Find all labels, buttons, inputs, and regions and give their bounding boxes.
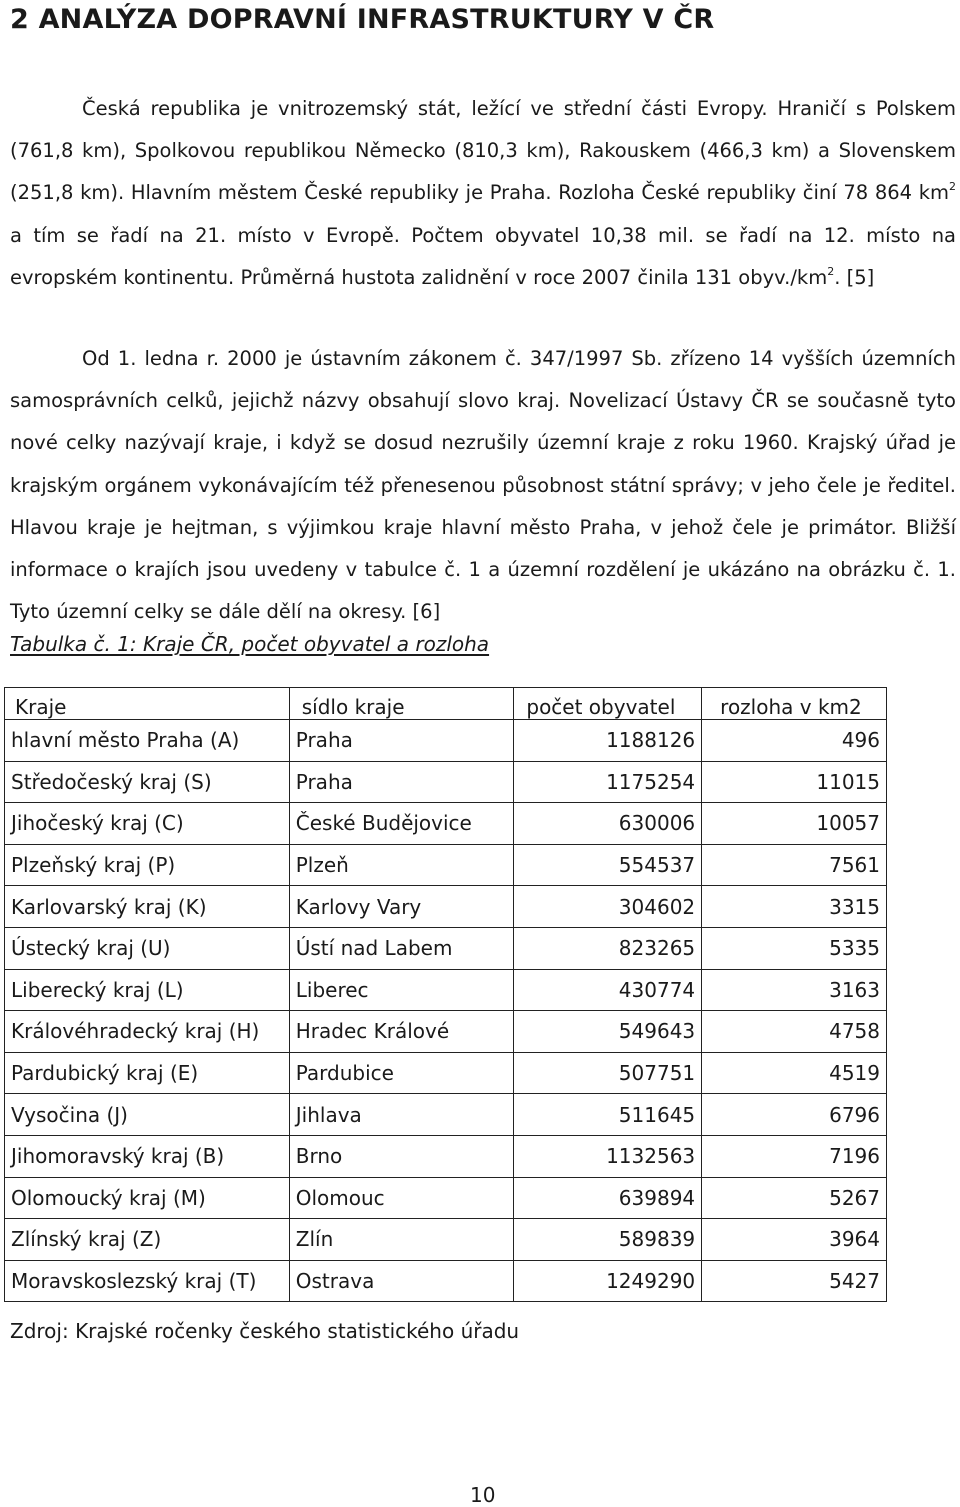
paragraph-regions-text: Od 1. ledna r. 2000 je ústavním zákonem č. 347/1997 Sb. zřízeno 14 vyšších územních samosprávních celků, jejichž názvy obsahují slovo kraj. Novelizací Ústavy ČR se současně tyto nové celky nazývají kraje, i když se dosud nezrušily územní kraje z roku 1960. Krajský úřad je krajským orgánem vykonávajícím též přenesenou působnost státní správy; v jeho čele je ředitel. Hlavou kraje je hejtman, s výjimkou kraje hlavní město Praha, v jehož čele je primátor. Bližší informace o krajích jsou uvedeny v tabulce č. 1 a územní rozdělení je ukázáno na obrázku č. 1. Tyto územní celky se dále dělí na okresy. [6] (10, 347, 956, 624)
cell-rozloha: 4758 (702, 1011, 887, 1053)
cell-obyvatel: 823265 (514, 927, 702, 969)
cell-obyvatel: 430774 (514, 969, 702, 1011)
cell-rozloha: 3163 (702, 969, 887, 1011)
cell-kraj: Jihočeský kraj (C) (5, 803, 290, 845)
cell-rozloha: 3315 (702, 886, 887, 928)
cell-kraj: Karlovarský kraj (K) (5, 886, 290, 928)
cell-obyvatel: 589839 (514, 1219, 702, 1261)
superscript-2: 2 (827, 264, 835, 278)
table-row (5, 886, 887, 928)
cell-rozloha: 5427 (702, 1260, 887, 1302)
table-row (5, 1094, 887, 1136)
cell-sidlo: Pardubice (289, 1052, 514, 1094)
cell-kraj: Plzeňský kraj (P) (5, 844, 290, 886)
table-caption: Tabulka č. 1: Kraje ČR, počet obyvatel a rozloha (10, 632, 490, 656)
paragraph-intro (10, 88, 956, 299)
paragraph-intro-part-c: . [5] (834, 265, 875, 289)
table-row (5, 1052, 887, 1094)
cell-obyvatel: 507751 (514, 1052, 702, 1094)
header-kraje: Kraje (5, 688, 290, 720)
cell-rozloha: 7196 (702, 1135, 887, 1177)
cell-obyvatel: 304602 (514, 886, 702, 928)
table-row (5, 969, 887, 1011)
cell-sidlo: Ústí nad Labem (289, 927, 514, 969)
cell-kraj: Liberecký kraj (L) (5, 969, 290, 1011)
cell-rozloha: 11015 (702, 761, 887, 803)
cell-obyvatel: 1175254 (514, 761, 702, 803)
cell-kraj: hlavní město Praha (A) (5, 720, 290, 762)
cell-sidlo: Praha (289, 720, 514, 762)
table-row (5, 844, 887, 886)
table-header-row (5, 688, 887, 720)
cell-kraj: Ústecký kraj (U) (5, 927, 290, 969)
cell-obyvatel: 511645 (514, 1094, 702, 1136)
regions-table (4, 687, 887, 1302)
cell-sidlo: Jihlava (289, 1094, 514, 1136)
cell-kraj: Olomoucký kraj (M) (5, 1177, 290, 1219)
cell-obyvatel: 1188126 (514, 720, 702, 762)
header-obyvatel: počet obyvatel (514, 688, 702, 720)
table-row (5, 1011, 887, 1053)
table-row (5, 720, 887, 762)
cell-rozloha: 5267 (702, 1177, 887, 1219)
cell-obyvatel: 1132563 (514, 1135, 702, 1177)
cell-rozloha: 6796 (702, 1094, 887, 1136)
cell-sidlo: Praha (289, 761, 514, 803)
paragraph-intro-part-b: a tím se řadí na 21. místo v Evropě. Počtem obyvatel 10,38 mil. se řadí na 12. místo na evropském kontinentu. Průměrná hustota zalidnění v roce 2007 činila 131 obyv./km (10, 223, 956, 289)
cell-sidlo: Liberec (289, 969, 514, 1011)
cell-sidlo: Brno (289, 1135, 514, 1177)
page-number: 10 (470, 1483, 496, 1507)
cell-obyvatel: 549643 (514, 1011, 702, 1053)
header-rozloha: rozloha v km2 (702, 688, 887, 720)
table-row (5, 1135, 887, 1177)
cell-rozloha: 496 (702, 720, 887, 762)
table-row (5, 761, 887, 803)
cell-sidlo: Karlovy Vary (289, 886, 514, 928)
cell-obyvatel: 630006 (514, 803, 702, 845)
cell-kraj: Jihomoravský kraj (B) (5, 1135, 290, 1177)
cell-rozloha: 10057 (702, 803, 887, 845)
table-row (5, 803, 887, 845)
cell-obyvatel: 1249290 (514, 1260, 702, 1302)
cell-sidlo: Ostrava (289, 1260, 514, 1302)
cell-kraj: Královéhradecký kraj (H) (5, 1011, 290, 1053)
cell-kraj: Vysočina (J) (5, 1094, 290, 1136)
cell-kraj: Moravskoslezský kraj (T) (5, 1260, 290, 1302)
paragraph-regions (10, 338, 956, 633)
cell-obyvatel: 554537 (514, 844, 702, 886)
cell-rozloha: 3964 (702, 1219, 887, 1261)
table-row (5, 927, 887, 969)
page-heading: 2 ANALÝZA DOPRAVNÍ INFRASTRUKTURY V ČR (10, 4, 715, 35)
cell-kraj: Středočeský kraj (S) (5, 761, 290, 803)
cell-kraj: Pardubický kraj (E) (5, 1052, 290, 1094)
table-row (5, 1219, 887, 1261)
cell-rozloha: 7561 (702, 844, 887, 886)
table-row (5, 1260, 887, 1302)
cell-sidlo: Zlín (289, 1219, 514, 1261)
cell-sidlo: Plzeň (289, 844, 514, 886)
cell-sidlo: Hradec Králové (289, 1011, 514, 1053)
cell-obyvatel: 639894 (514, 1177, 702, 1219)
table-body (5, 720, 887, 1302)
cell-sidlo: České Budějovice (289, 803, 514, 845)
paragraph-intro-part-a: Česká republika je vnitrozemský stát, ležící ve střední části Evropy. Hraničí s Polskem (761,8 km), Spolkovou republikou Německo (810,3 km), Rakouskem (466,3 km) a Slovenskem (251,8 km). Hlavním městem České republiky je Praha. Rozloha České republiky činí 78 864 km (10, 97, 956, 205)
cell-kraj: Zlínský kraj (Z) (5, 1219, 290, 1261)
cell-rozloha: 5335 (702, 927, 887, 969)
cell-sidlo: Olomouc (289, 1177, 514, 1219)
table-source: Zdroj: Krajské ročenky českého statistického úřadu (10, 1319, 520, 1343)
cell-rozloha: 4519 (702, 1052, 887, 1094)
superscript-2: 2 (949, 180, 956, 194)
table-row (5, 1177, 887, 1219)
header-sidlo: sídlo kraje (289, 688, 514, 720)
